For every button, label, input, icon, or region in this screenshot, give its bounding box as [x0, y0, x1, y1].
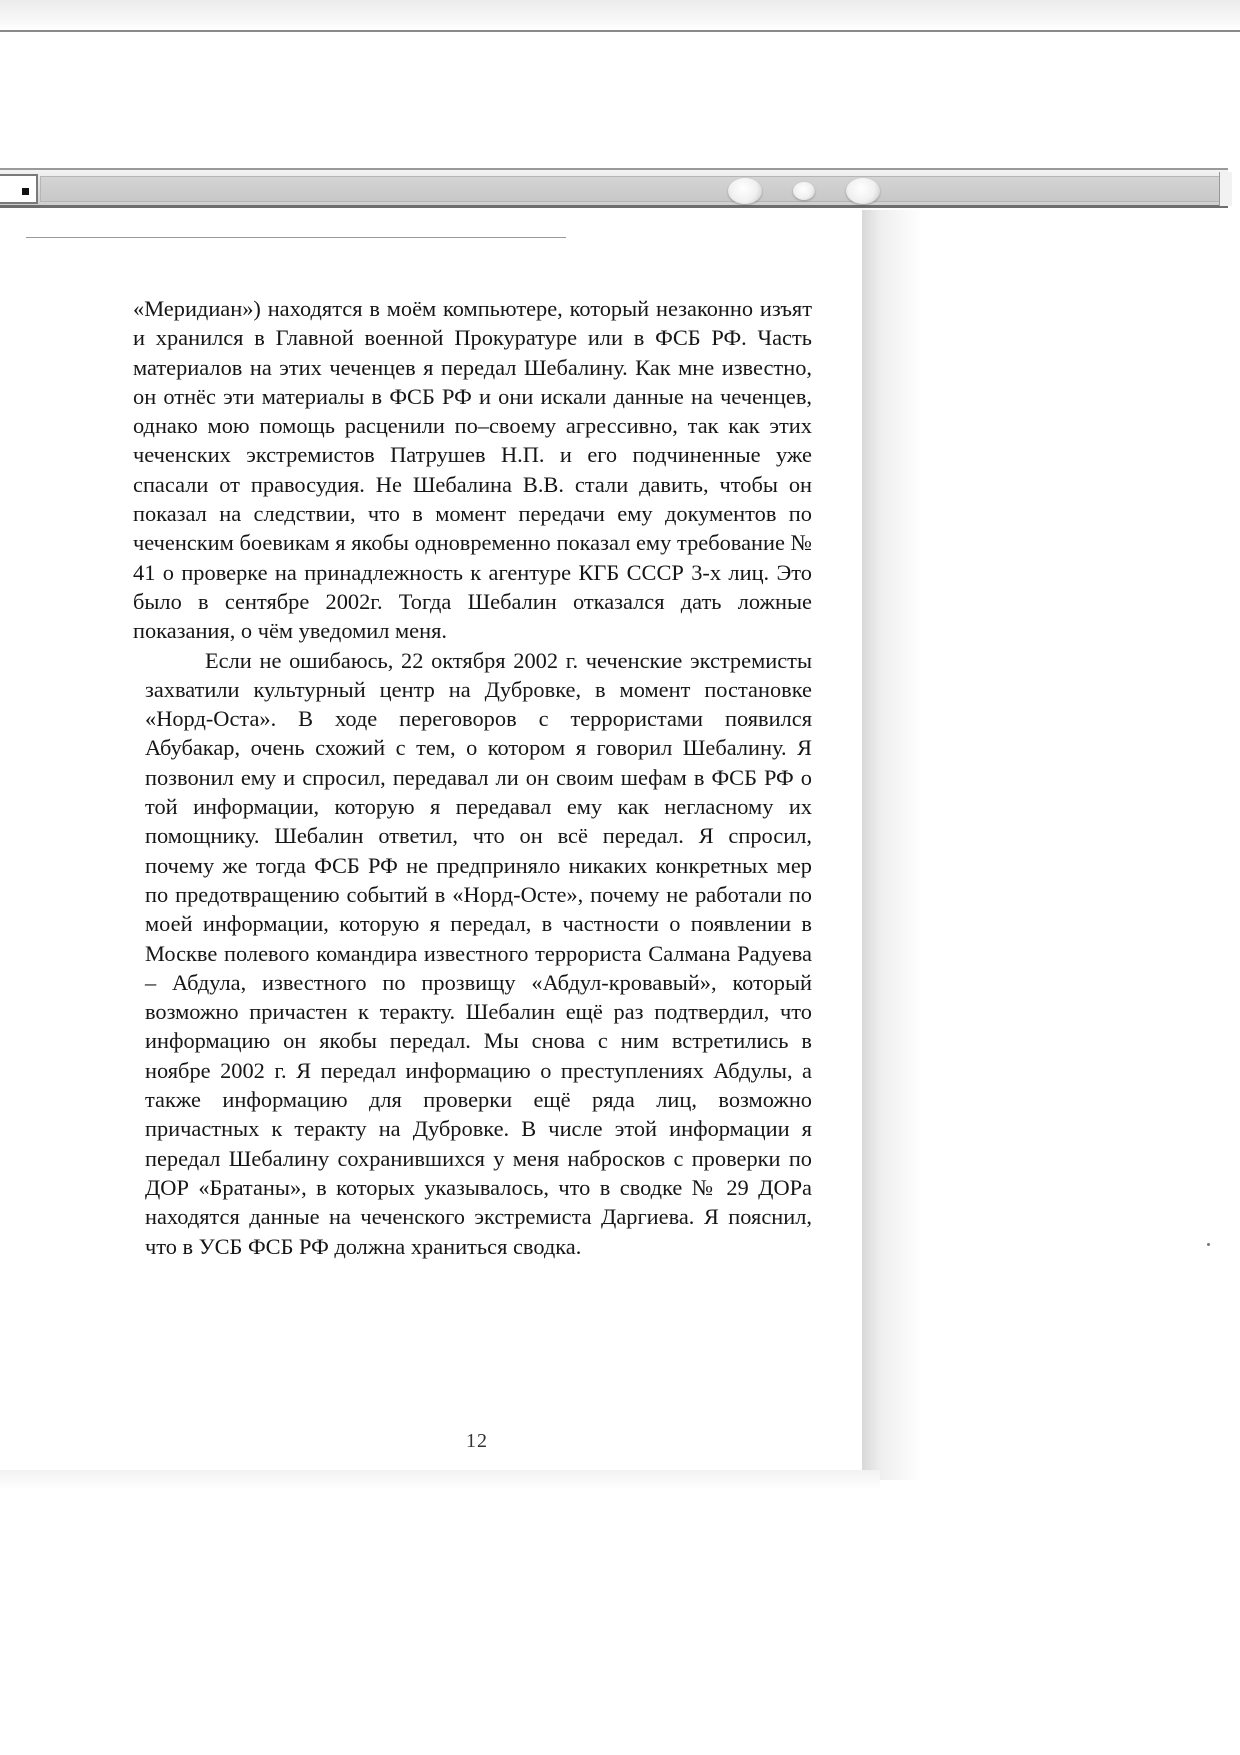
binder-strip — [0, 168, 1228, 208]
binder-knob-middle — [793, 182, 815, 200]
page-top-rule — [26, 237, 566, 238]
document-body — [133, 294, 812, 1261]
binder-right-cap — [1219, 172, 1232, 206]
page-number: 12 — [466, 1430, 488, 1452]
page-bottom-edge — [0, 1470, 880, 1490]
scanner-top-edge — [0, 0, 1240, 32]
paragraph-continuation: «Меридиан») находятся в моём компьютере, который незаконно изъят и хранился в Главной военной Прокуратуре или в ФСБ РФ. Часть материалов на этих чеченцев я передал Шебалину. Как мне известно, он отнёс эти материалы в ФСБ РФ и они искали данные на чеченцев, однако мою помощь расценили по–своему агрессивно, так как этих чеченских экстремистов Патрушев Н.П. и его подчиненные уже спасали от правосудия. Не Шебалина В.В. стали давить, чтобы он показал на следствии, что в момент передачи ему документов по чеченским боевикам я якобы одновременно показал ему требование № 41 о проверке на принадлежность к агентуре КГБ СССР 3-х лиц. Это было в сентябре 2002г. Тогда Шебалин отказался дать ложные показания, о чём уведомил меня. — [133, 296, 812, 644]
page-edge-shadow — [862, 210, 922, 1480]
binder-marker-square — [22, 188, 29, 195]
binder-knob-left — [728, 178, 762, 204]
binder-channel — [40, 176, 1220, 202]
binder-knob-right — [846, 178, 880, 204]
binder-left-cap — [0, 174, 38, 204]
scan-speck — [1207, 1243, 1210, 1246]
paragraph-nord-ost: Если не ошибаюсь, 22 октября 2002 г. чеченские экстремисты захватили культурный центр на Дубровке, в момент постановке «Норд-Оста». В ходе переговоров с террористами появился Абубакар, очень схожий с тем, о котором я говорил Шебалину. Я позвонил ему и спросил, передавал ли он своим шефам в ФСБ РФ о той информации, которую я передавал ему как негласному их помощнику. Шебалин ответил, что он всё передал. Я спросил, почему же тогда ФСБ РФ не предприняло никаких конкретных мер по предотвращению событий в «Норд-Осте», почему не работали по моей информации, которую я передал, в частности о появлении в Москве полевого командира известного террориста Салмана Радуева – Абдула, известного по прозвищу «Абдул-кровавый», который возможно причастен к теракту. Шебалин ещё раз подтвердил, что информацию он якобы передал. Мы снова с ним встретились в ноябре 2002 г. Я передал информацию о преступлениях Абдулы, а также информацию для проверки ещё ряда лиц, возможно причастных к теракту на Дубровке. В числе этой информации я передал Шебалину сохранившихся у меня набросков с проверки по ДОР «Братаны», в которых указывалось, что в сводке № 29 ДОРа находятся данные на чеченского экстремиста Даргиева. Я пояснил, что в УСБ ФСБ РФ должна храниться сводка. — [145, 647, 812, 1259]
